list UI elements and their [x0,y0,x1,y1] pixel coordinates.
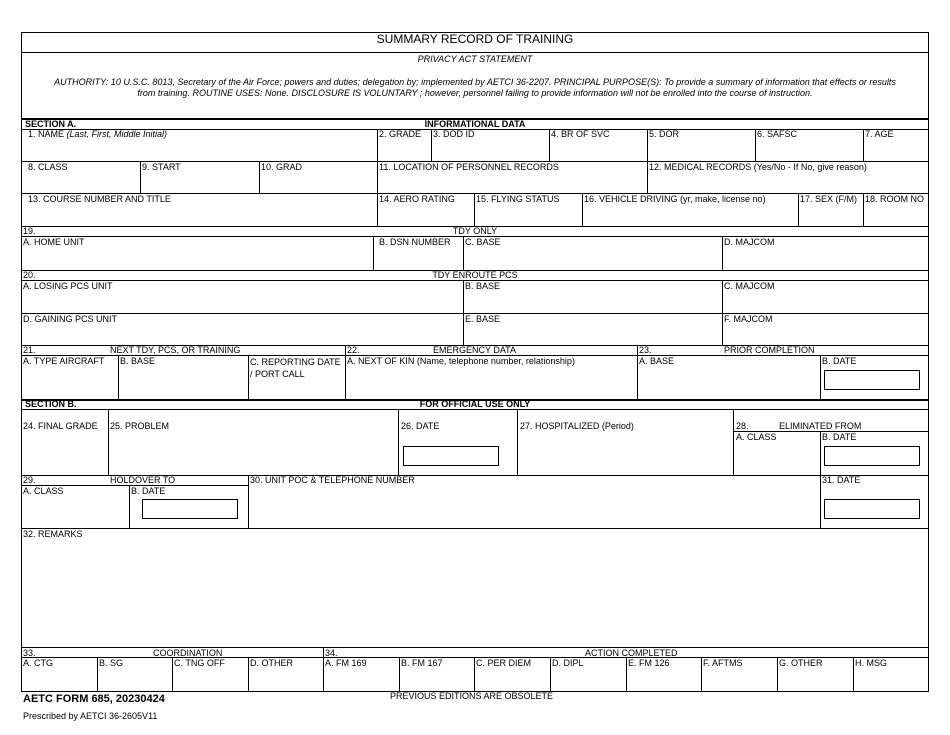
course-field[interactable]: 13. COURSE NUMBER AND TITLE [28,194,171,204]
rule [259,161,260,193]
location-field[interactable]: 11. LOCATION OF PERSONNEL RECORDS [379,162,559,172]
form-number: AETC FORM 685, 20230424 [23,693,165,705]
section-a-label: SECTION A. [25,119,77,129]
rule [626,657,627,692]
prior-date-input[interactable] [824,370,920,390]
hold-heading: HOLDOVER TO [110,475,176,485]
name-label: 1. NAME [28,129,65,139]
fm169-field[interactable]: A. FM 169 [325,658,367,668]
next-base-field[interactable]: B. BASE [120,356,156,366]
class-field[interactable]: 8. CLASS [28,162,68,172]
rule [777,657,778,692]
rule [733,409,734,475]
br-of-svc-field[interactable]: 4. BR OF SVC [551,129,610,139]
problem-field[interactable]: 25. PROBLEM [110,421,170,431]
pcs-majcom-c-field[interactable]: C. MAJCOM [724,281,775,291]
grade-field[interactable]: 2. GRADE [379,129,422,139]
medical-field[interactable]: 12. MEDICAL RECORDS (Yes/No - If No, give reason) [649,162,867,172]
prior-date-label: B. DATE [822,356,857,366]
pcs-base-b-field[interactable]: B. BASE [465,281,501,291]
rule [582,193,583,226]
section-a-heading: INFORMATIONAL DATA [424,119,526,129]
prescribed-by: Prescribed by AETCI 36-2605V11 [23,711,158,721]
section-b-heading: FOR OFFICIAL USE ONLY [419,399,531,409]
dsn-field[interactable]: B. DSN NUMBER [379,237,451,247]
rule [431,129,432,161]
name-field[interactable] [28,129,167,140]
elim-class-field[interactable]: A. CLASS [736,432,777,442]
gaining-unit-field[interactable]: D. GAINING PCS UNIT [23,314,118,324]
rule [377,161,378,193]
dor-field[interactable]: 5. DOR [649,129,680,139]
rule [820,475,821,528]
msg-field[interactable]: H. MSG [855,658,888,668]
emerg-num: 22. [347,345,360,355]
date-31-input[interactable] [824,499,920,519]
rule [398,409,399,475]
rule [647,161,648,193]
type-aircraft-field[interactable]: A. TYPE AIRCRAFT [23,356,105,366]
next-heading: NEXT TDY, PCS, OR TRAINING [110,345,241,355]
rule [373,236,374,270]
age-field[interactable]: 7. AGE [865,129,894,139]
rule [701,657,702,692]
date-31-label: 31. DATE [822,475,861,485]
rule [474,657,475,692]
other-d-field[interactable]: D. OTHER [250,658,294,668]
prior-base-field[interactable]: A. BASE [639,356,675,366]
rule [755,129,756,161]
hold-date-label: B. DATE [131,486,166,496]
rule [108,409,109,475]
rule [140,161,141,193]
rule [820,355,821,399]
per-diem-field[interactable]: C. PER DIEM [476,658,532,668]
rule [647,129,648,161]
ctg-field[interactable]: A. CTG [23,658,54,668]
reporting-field[interactable]: C. REPORTING DATE / PORT CALL [250,357,341,379]
other-g-field[interactable]: G. OTHER [779,658,823,668]
next-num: 21. [23,345,36,355]
hold-num: 29. [23,475,36,485]
rule [637,345,638,399]
rule [118,355,119,399]
room-field[interactable]: 18. ROOM NO [865,194,925,204]
remarks-field[interactable]: 32. REMARKS [23,529,83,539]
rule [399,657,400,692]
rule [722,236,723,270]
tng-off-field[interactable]: C. TNG OFF [174,658,225,668]
elim-date-input[interactable] [824,446,920,466]
losing-unit-field[interactable]: A. LOSING PCS UNIT [23,281,113,291]
home-unit-field[interactable]: A. HOME UNIT [23,237,85,247]
rule [863,193,864,226]
hold-class-field[interactable]: A. CLASS [23,486,64,496]
section-b-label: SECTION B. [25,399,77,409]
dipl-field[interactable]: D. DIPL [552,658,584,668]
form-title: SUMMARY RECORD OF TRAINING [376,32,574,46]
rule [21,528,929,529]
rule [820,431,821,475]
rule [863,129,864,161]
flying-field[interactable]: 15. FLYING STATUS [476,194,560,204]
rule [377,193,378,226]
authority-text: AUTHORITY: 10 U.S.C. 8013, Secretary of the Air Force; powers and duties; delegation by; implemented by AETCI 36-2207. PRINCIPAL PURPOSE(S): To provide a summary of information that effects or results from training. ROUTINE USES: None. DISCLOSURE IS VOLUNTARY ; however, personnel failing to provide information will not be enrolled into the course of instruction. [54,77,896,98]
fm167-field[interactable]: B. FM 167 [401,658,443,668]
rule [345,345,346,399]
prior-num: 23. [639,345,652,355]
coord-num: 33. [23,648,36,658]
elim-heading: ELIMINATED FROM [779,421,862,431]
kin-field[interactable]: A. NEXT OF KIN (Name, telephone number, relationship) [347,356,575,366]
rule [798,193,799,226]
pcs-majcom-f-field[interactable]: F. MAJCOM [724,314,773,324]
dod-id-field[interactable]: 3. DOD ID [433,129,475,139]
fm126-field[interactable]: E. FM 126 [628,658,670,668]
rule [248,657,249,692]
prior-heading: PRIOR COMPLETION [724,345,815,355]
previous-editions-note: PREVIOUS EDITIONS ARE OBSOLETE [390,691,554,701]
pcs-heading: TDY ENROUTE PCS [432,270,518,280]
pcs-num: 20. [23,270,36,280]
tdy-base-field[interactable]: C. BASE [465,237,501,247]
hold-date-input[interactable] [142,499,238,519]
rule [248,355,249,399]
vehicle-field[interactable]: 16. VEHICLE DRIVING (yr, make, license no) [584,194,766,204]
title-divider [21,52,929,53]
safsc-field[interactable]: 6. SAFSC [757,129,798,139]
final-grade-field[interactable]: 24. FINAL GRADE [23,421,98,431]
rule [129,485,130,528]
sg-field[interactable]: B. SG [99,658,124,668]
emerg-heading: EMERGENCY DATA [433,345,517,355]
rule [323,647,324,692]
unit-poc-field[interactable]: 30. UNIT POC & TELEPHONE NUMBER [250,475,415,485]
action-heading: ACTION COMPLETED [585,648,678,658]
rule [549,129,550,161]
start-field[interactable]: 9. START [142,162,181,172]
pcs-base-e-field[interactable]: E. BASE [465,314,501,324]
rule [248,475,249,528]
rule [21,409,929,410]
date-26-label: 26. DATE [401,421,440,431]
date-26-input[interactable] [403,446,499,466]
grad-field[interactable]: 10. GRAD [261,162,303,172]
rule [517,409,518,475]
rule [377,129,378,161]
rule [463,236,464,270]
hospitalized-field[interactable]: 27. HOSPITALIZED (Period) [520,421,634,431]
rule [474,193,475,226]
coord-heading: COORDINATION [153,648,223,658]
elim-date-label: B. DATE [822,432,857,442]
tdy-majcom-field[interactable]: D. MAJCOM [724,237,775,247]
aftms-field[interactable]: F. AFTMS [703,658,743,668]
action-num: 34. [325,648,338,658]
rule [97,657,98,692]
privacy-title: PRIVACY ACT STATEMENT [417,54,533,64]
tdy-heading: TDY ONLY [452,226,498,236]
name-hint: (Last, First, Middle Initial) [66,129,168,139]
tdy-num: 19. [23,226,36,236]
rule [550,657,551,692]
sex-field[interactable]: 17. SEX (F/M) [800,194,858,204]
elim-num: 28. [736,421,749,431]
rule [172,657,173,692]
aero-field[interactable]: 14. AERO RATING [379,194,455,204]
rule [853,657,854,692]
